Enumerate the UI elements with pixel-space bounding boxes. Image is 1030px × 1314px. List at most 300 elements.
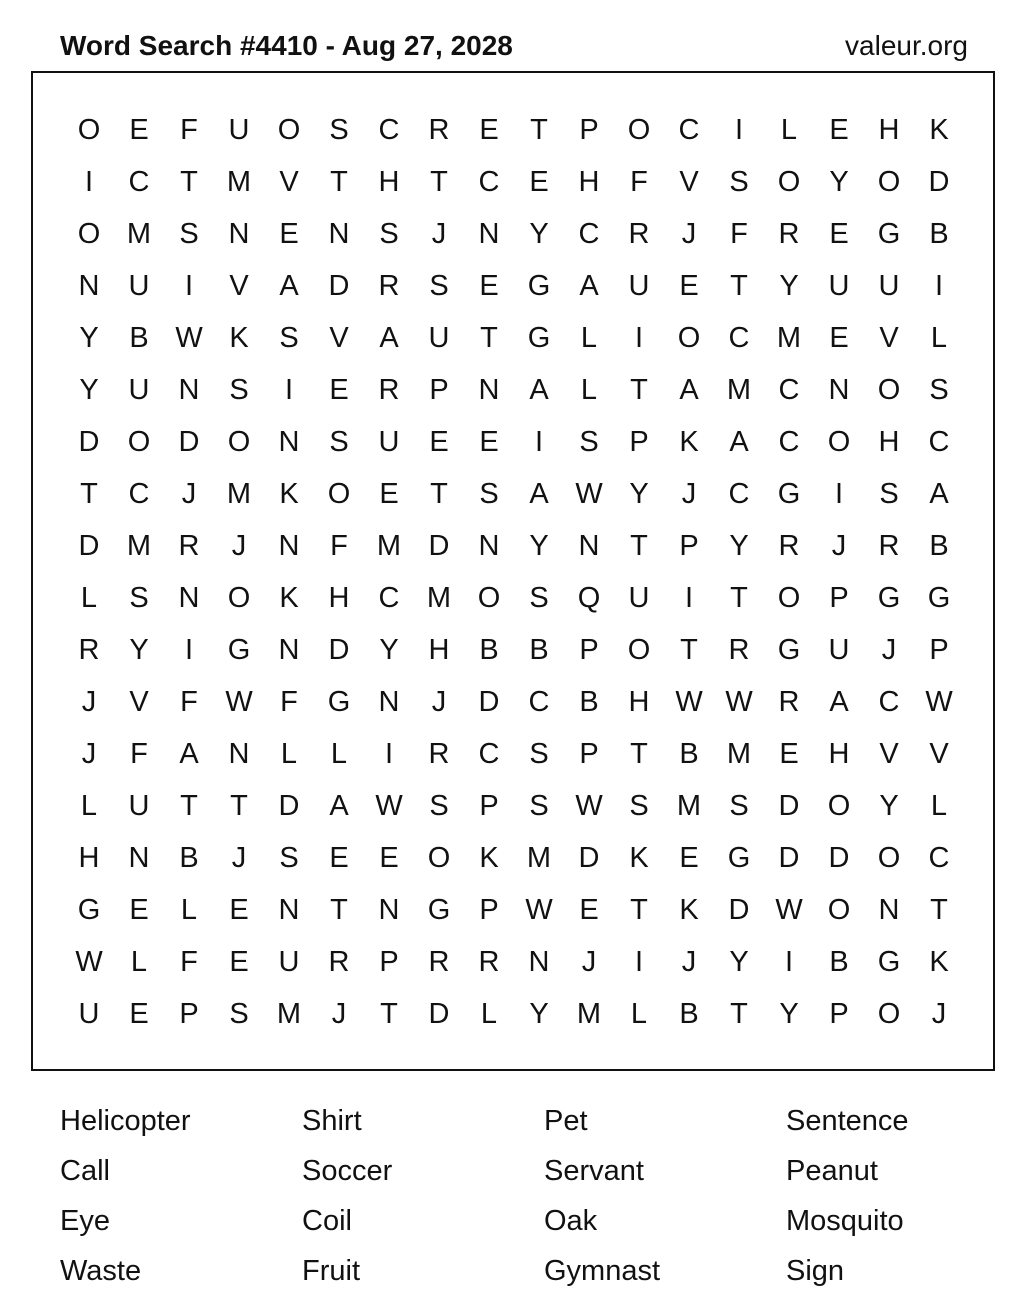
grid-letter[interactable]: M [726,737,752,770]
grid-letter[interactable]: Y [529,217,549,250]
grid-letter[interactable]: Y [629,477,649,510]
grid-letter[interactable]: K [229,321,249,354]
grid-letter[interactable]: S [379,217,399,250]
grid-letter[interactable]: G [77,893,101,926]
grid-letter[interactable]: S [729,165,749,198]
grid-letter[interactable]: A [279,269,299,302]
grid-letter[interactable]: S [629,789,649,822]
grid-letter[interactable]: S [329,113,349,146]
grid-letter[interactable]: N [228,737,250,770]
grid-letter[interactable]: N [478,529,500,562]
grid-letter[interactable]: M [226,477,252,510]
grid-letter[interactable]: T [80,477,98,510]
grid-letter[interactable]: B [679,997,699,1030]
grid-letter[interactable]: C [128,477,150,510]
grid-letter[interactable]: T [630,893,648,926]
grid-letter[interactable]: L [930,321,948,354]
grid-letter[interactable]: J [681,477,697,510]
grid-letter[interactable]: D [578,841,600,874]
grid-letter[interactable]: C [878,685,900,718]
grid-letter[interactable]: T [380,997,398,1030]
grid-letter[interactable]: E [379,841,399,874]
grid-letter[interactable]: C [578,217,600,250]
grid-letter[interactable]: T [230,789,248,822]
grid-letter[interactable]: P [829,997,849,1030]
grid-letter[interactable]: K [479,841,499,874]
grid-letter[interactable]: D [728,893,750,926]
grid-letter[interactable]: H [878,113,900,146]
grid-letter[interactable]: O [627,633,651,666]
grid-letter[interactable]: R [878,529,900,562]
grid-letter[interactable]: U [128,269,150,302]
grid-letter[interactable]: J [681,945,697,978]
grid-letter[interactable]: Y [529,997,549,1030]
grid-letter[interactable]: N [178,581,200,614]
grid-letter[interactable]: E [229,945,249,978]
grid-letter[interactable]: L [780,113,798,146]
grid-letter[interactable]: Y [129,633,149,666]
grid-letter[interactable]: G [877,581,901,614]
grid-letter[interactable]: P [579,633,599,666]
grid-letter[interactable]: J [831,529,847,562]
grid-letter[interactable]: S [329,425,349,458]
grid-letter[interactable]: P [379,945,399,978]
grid-letter[interactable]: L [330,737,348,770]
grid-letter[interactable]: O [827,893,851,926]
grid-letter[interactable]: I [684,581,694,614]
grid-letter[interactable]: V [279,165,299,198]
grid-letter[interactable]: T [630,373,648,406]
grid-letter[interactable]: W [75,945,103,978]
grid-letter[interactable]: J [431,685,447,718]
grid-letter[interactable]: N [128,841,150,874]
grid-letter[interactable]: W [725,685,753,718]
grid-letter[interactable]: W [175,321,203,354]
grid-letter[interactable]: J [581,945,597,978]
grid-letter[interactable]: L [580,321,598,354]
grid-letter[interactable]: F [280,685,298,718]
grid-letter[interactable]: Y [529,529,549,562]
grid-letter[interactable]: E [779,737,799,770]
grid-letter[interactable]: S [579,425,599,458]
grid-letter[interactable]: J [431,217,447,250]
grid-letter[interactable]: D [178,425,200,458]
grid-letter[interactable]: O [777,581,801,614]
grid-letter[interactable]: A [929,477,949,510]
grid-letter[interactable]: L [130,945,148,978]
grid-letter[interactable]: D [278,789,300,822]
grid-letter[interactable]: V [329,321,349,354]
grid-letter[interactable]: D [328,633,350,666]
grid-letter[interactable]: D [78,425,100,458]
grid-letter[interactable]: T [630,529,648,562]
grid-letter[interactable]: C [478,737,500,770]
grid-letter[interactable]: N [278,893,300,926]
grid-letter[interactable]: A [579,269,599,302]
grid-letter[interactable]: T [730,581,748,614]
grid-letter[interactable]: E [529,165,549,198]
grid-letter[interactable]: J [231,841,247,874]
grid-letter[interactable]: T [730,269,748,302]
grid-letter[interactable]: D [828,841,850,874]
grid-letter[interactable]: T [630,737,648,770]
grid-letter[interactable]: V [929,737,949,770]
grid-letter[interactable]: R [778,217,800,250]
grid-letter[interactable]: E [829,113,849,146]
grid-letter[interactable]: D [428,529,450,562]
grid-letter[interactable]: C [778,373,800,406]
grid-letter[interactable]: O [227,581,251,614]
grid-letter[interactable]: S [279,841,299,874]
grid-letter[interactable]: M [726,373,752,406]
grid-letter[interactable]: E [679,841,699,874]
grid-letter[interactable]: H [828,737,850,770]
grid-letter[interactable]: S [879,477,899,510]
grid-letter[interactable]: W [225,685,253,718]
grid-letter[interactable]: O [77,113,101,146]
grid-letter[interactable]: R [378,373,400,406]
grid-letter[interactable]: S [929,373,949,406]
grid-letter[interactable]: K [279,477,299,510]
grid-letter[interactable]: T [430,165,448,198]
grid-letter[interactable]: J [931,997,947,1030]
grid-letter[interactable]: I [184,633,194,666]
grid-letter[interactable]: R [478,945,500,978]
grid-letter[interactable]: V [679,165,699,198]
grid-letter[interactable]: U [278,945,300,978]
grid-letter[interactable]: B [129,321,149,354]
grid-letter[interactable]: C [678,113,700,146]
grid-letter[interactable]: B [579,685,599,718]
grid-letter[interactable]: U [428,321,450,354]
grid-letter[interactable]: U [628,581,650,614]
grid-letter[interactable]: U [128,789,150,822]
grid-letter[interactable]: N [878,893,900,926]
grid-letter[interactable]: H [378,165,400,198]
grid-letter[interactable]: E [229,893,249,926]
grid-letter[interactable]: S [729,789,749,822]
grid-letter[interactable]: O [877,841,901,874]
grid-letter[interactable]: T [430,477,448,510]
grid-letter[interactable]: G [877,945,901,978]
grid-letter[interactable]: N [528,945,550,978]
grid-letter[interactable]: D [428,997,450,1030]
grid-letter[interactable]: I [84,165,94,198]
grid-letter[interactable]: W [375,789,403,822]
grid-letter[interactable]: A [179,737,199,770]
grid-letter[interactable]: B [929,529,949,562]
grid-letter[interactable]: A [529,477,549,510]
grid-letter[interactable]: E [829,321,849,354]
grid-letter[interactable]: E [579,893,599,926]
grid-letter[interactable]: E [829,217,849,250]
grid-letter[interactable]: W [525,893,553,926]
grid-letter[interactable]: D [478,685,500,718]
grid-letter[interactable]: S [429,789,449,822]
grid-letter[interactable]: M [226,165,252,198]
grid-letter[interactable]: G [527,269,551,302]
grid-letter[interactable]: M [676,789,702,822]
grid-letter[interactable]: I [184,269,194,302]
grid-letter[interactable]: R [378,269,400,302]
grid-letter[interactable]: R [428,945,450,978]
grid-letter[interactable]: N [278,529,300,562]
grid-letter[interactable]: F [180,113,198,146]
grid-letter[interactable]: C [128,165,150,198]
grid-letter[interactable]: P [679,529,699,562]
grid-letter[interactable]: J [231,529,247,562]
grid-letter[interactable]: N [278,633,300,666]
grid-letter[interactable]: O [877,165,901,198]
grid-letter[interactable]: G [777,477,801,510]
grid-letter[interactable]: E [279,217,299,250]
grid-letter[interactable]: L [180,893,198,926]
grid-letter[interactable]: P [579,737,599,770]
grid-letter[interactable]: S [529,581,549,614]
grid-letter[interactable]: Y [379,633,399,666]
grid-letter[interactable]: E [479,425,499,458]
grid-letter[interactable]: M [376,529,402,562]
grid-letter[interactable]: I [284,373,294,406]
grid-letter[interactable]: E [129,113,149,146]
grid-letter[interactable]: I [634,321,644,354]
grid-letter[interactable]: D [928,165,950,198]
grid-letter[interactable]: M [426,581,452,614]
grid-letter[interactable]: N [478,373,500,406]
grid-letter[interactable]: A [679,373,699,406]
grid-letter[interactable]: W [775,893,803,926]
grid-letter[interactable]: N [178,373,200,406]
grid-letter[interactable]: E [329,373,349,406]
grid-letter[interactable]: Y [79,321,99,354]
grid-letter[interactable]: T [730,997,748,1030]
grid-letter[interactable]: U [78,997,100,1030]
grid-letter[interactable]: S [279,321,299,354]
grid-letter[interactable]: N [328,217,350,250]
grid-letter[interactable]: T [930,893,948,926]
grid-letter[interactable]: F [130,737,148,770]
grid-letter[interactable]: O [77,217,101,250]
grid-letter[interactable]: T [330,165,348,198]
grid-letter[interactable]: A [379,321,399,354]
grid-letter[interactable]: V [129,685,149,718]
grid-letter[interactable]: S [229,997,249,1030]
grid-letter[interactable]: I [534,425,544,458]
grid-letter[interactable]: R [778,529,800,562]
grid-letter[interactable]: F [630,165,648,198]
grid-letter[interactable]: F [330,529,348,562]
grid-letter[interactable]: G [427,893,451,926]
grid-letter[interactable]: S [129,581,149,614]
grid-letter[interactable]: C [528,685,550,718]
grid-letter[interactable]: K [679,893,699,926]
grid-letter[interactable]: M [276,997,302,1030]
grid-letter[interactable]: L [630,997,648,1030]
grid-letter[interactable]: T [680,633,698,666]
grid-letter[interactable]: P [929,633,949,666]
grid-letter[interactable]: A [329,789,349,822]
grid-letter[interactable]: J [81,685,97,718]
grid-letter[interactable]: Y [829,165,849,198]
grid-letter[interactable]: Y [779,997,799,1030]
grid-letter[interactable]: Y [879,789,899,822]
grid-letter[interactable]: I [384,737,394,770]
grid-letter[interactable]: O [427,841,451,874]
grid-letter[interactable]: W [575,477,603,510]
grid-letter[interactable]: L [80,789,98,822]
grid-letter[interactable]: H [428,633,450,666]
grid-letter[interactable]: H [578,165,600,198]
grid-letter[interactable]: R [78,633,100,666]
grid-letter[interactable]: O [877,373,901,406]
grid-letter[interactable]: R [628,217,650,250]
grid-letter[interactable]: W [575,789,603,822]
grid-letter[interactable]: O [277,113,301,146]
grid-letter[interactable]: S [529,789,549,822]
grid-letter[interactable]: L [930,789,948,822]
grid-letter[interactable]: G [877,217,901,250]
grid-letter[interactable]: P [429,373,449,406]
grid-letter[interactable]: U [828,269,850,302]
grid-letter[interactable]: A [829,685,849,718]
grid-letter[interactable]: E [479,269,499,302]
grid-letter[interactable]: C [928,841,950,874]
grid-letter[interactable]: N [378,893,400,926]
grid-letter[interactable]: Q [577,581,601,614]
grid-letter[interactable]: P [629,425,649,458]
grid-letter[interactable]: K [929,945,949,978]
grid-letter[interactable]: E [329,841,349,874]
grid-letter[interactable]: F [180,685,198,718]
grid-letter[interactable]: N [278,425,300,458]
grid-letter[interactable]: J [681,217,697,250]
grid-letter[interactable]: K [629,841,649,874]
grid-letter[interactable]: O [877,997,901,1030]
grid-letter[interactable]: N [78,269,100,302]
grid-letter[interactable]: N [478,217,500,250]
grid-letter[interactable]: F [730,217,748,250]
grid-letter[interactable]: B [179,841,199,874]
grid-letter[interactable]: P [179,997,199,1030]
grid-letter[interactable]: T [180,165,198,198]
grid-letter[interactable]: C [378,113,400,146]
grid-letter[interactable]: M [126,529,152,562]
grid-letter[interactable]: S [179,217,199,250]
grid-letter[interactable]: E [429,425,449,458]
grid-letter[interactable]: L [480,997,498,1030]
grid-letter[interactable]: N [578,529,600,562]
grid-letter[interactable]: O [627,113,651,146]
grid-letter[interactable]: O [827,425,851,458]
grid-letter[interactable]: J [331,997,347,1030]
grid-letter[interactable]: R [178,529,200,562]
grid-letter[interactable]: R [328,945,350,978]
grid-letter[interactable]: E [479,113,499,146]
grid-letter[interactable]: K [279,581,299,614]
grid-letter[interactable]: U [128,373,150,406]
grid-letter[interactable]: R [428,737,450,770]
grid-letter[interactable]: R [778,685,800,718]
grid-letter[interactable]: H [328,581,350,614]
grid-letter[interactable]: S [229,373,249,406]
grid-letter[interactable]: M [576,997,602,1030]
grid-letter[interactable]: G [227,633,251,666]
grid-letter[interactable]: C [928,425,950,458]
grid-letter[interactable]: N [228,217,250,250]
grid-letter[interactable]: N [828,373,850,406]
grid-letter[interactable]: U [378,425,400,458]
grid-letter[interactable]: B [479,633,499,666]
grid-letter[interactable]: F [180,945,198,978]
grid-letter[interactable]: U [828,633,850,666]
grid-letter[interactable]: C [728,321,750,354]
grid-letter[interactable]: I [934,269,944,302]
grid-letter[interactable]: I [734,113,744,146]
grid-letter[interactable]: E [679,269,699,302]
grid-letter[interactable]: T [480,321,498,354]
grid-letter[interactable]: U [878,269,900,302]
grid-letter[interactable]: O [677,321,701,354]
grid-letter[interactable]: P [579,113,599,146]
grid-letter[interactable]: G [327,685,351,718]
grid-letter[interactable]: G [777,633,801,666]
grid-letter[interactable]: O [327,477,351,510]
grid-letter[interactable]: K [679,425,699,458]
grid-letter[interactable]: C [378,581,400,614]
grid-letter[interactable]: T [530,113,548,146]
grid-letter[interactable]: Y [79,373,99,406]
grid-letter[interactable]: O [477,581,501,614]
grid-letter[interactable]: W [925,685,953,718]
grid-letter[interactable]: B [829,945,849,978]
grid-letter[interactable]: T [330,893,348,926]
grid-letter[interactable]: O [127,425,151,458]
grid-letter[interactable]: E [129,997,149,1030]
grid-letter[interactable]: P [479,893,499,926]
grid-letter[interactable]: D [778,789,800,822]
grid-letter[interactable]: M [126,217,152,250]
grid-letter[interactable]: C [478,165,500,198]
grid-letter[interactable]: Y [779,269,799,302]
grid-letter[interactable]: A [529,373,549,406]
grid-letter[interactable]: G [727,841,751,874]
grid-letter[interactable]: O [777,165,801,198]
grid-letter[interactable]: M [776,321,802,354]
grid-letter[interactable]: E [379,477,399,510]
grid-letter[interactable]: R [428,113,450,146]
grid-letter[interactable]: I [784,945,794,978]
grid-letter[interactable]: H [628,685,650,718]
grid-letter[interactable]: U [628,269,650,302]
grid-letter[interactable]: L [80,581,98,614]
grid-letter[interactable]: E [129,893,149,926]
grid-letter[interactable]: C [728,477,750,510]
grid-letter[interactable]: H [78,841,100,874]
grid-letter[interactable]: S [429,269,449,302]
grid-letter[interactable]: P [479,789,499,822]
grid-letter[interactable]: I [634,945,644,978]
grid-letter[interactable]: B [679,737,699,770]
grid-letter[interactable]: J [881,633,897,666]
grid-letter[interactable]: V [229,269,249,302]
grid-letter[interactable]: B [529,633,549,666]
grid-letter[interactable]: N [378,685,400,718]
grid-letter[interactable]: H [878,425,900,458]
grid-letter[interactable]: T [180,789,198,822]
grid-letter[interactable]: M [526,841,552,874]
grid-letter[interactable]: V [879,737,899,770]
grid-letter[interactable]: G [927,581,951,614]
